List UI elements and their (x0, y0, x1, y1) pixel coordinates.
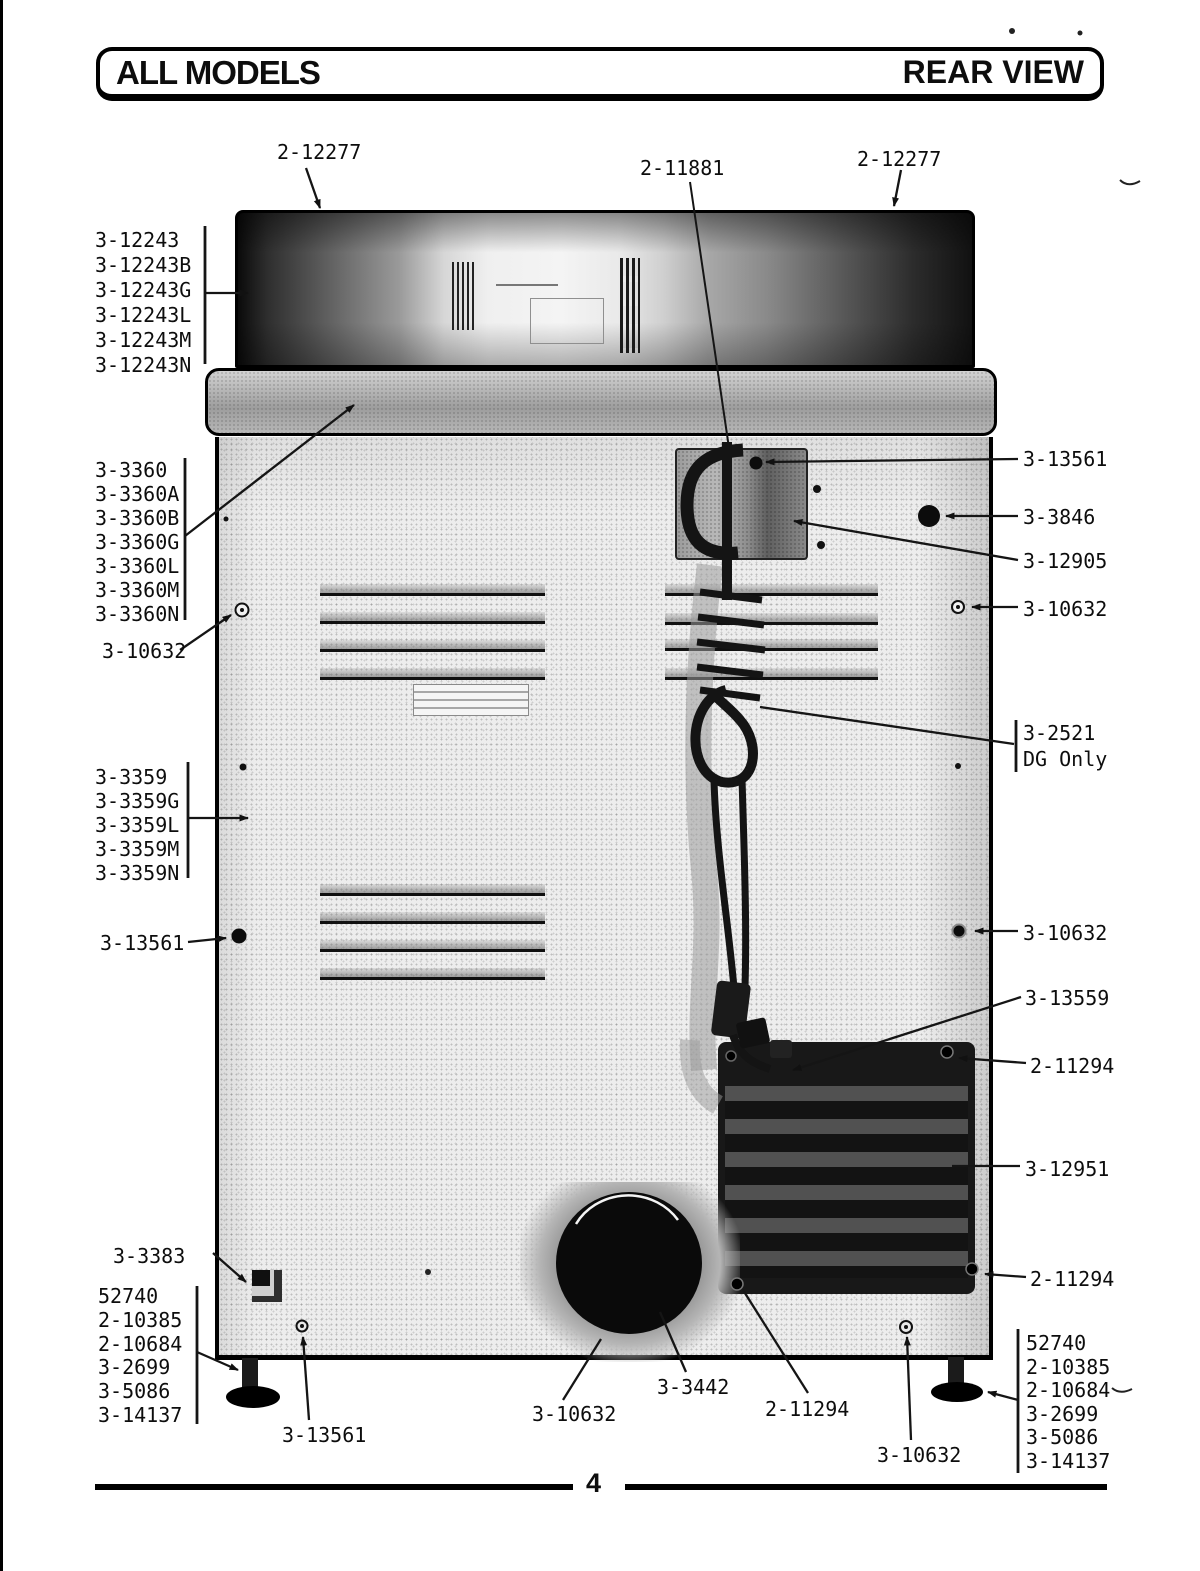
rear-top-cover (205, 368, 997, 436)
vent-louver (320, 612, 545, 624)
footer-rule-left (95, 1484, 573, 1490)
callout-bottom-center-screw: 3-10632 (532, 1402, 617, 1426)
page-title-right: REAR VIEW (902, 54, 1084, 90)
vent-louver (320, 884, 545, 896)
callout-cord-clamp-screw: 3-13561 (1023, 447, 1108, 471)
callout-gas-part: 3-2521 (1023, 721, 1096, 745)
callout-mid-left-screw: 3-13561 (100, 931, 185, 955)
callout-rear-panel-list: 3-3359 3-3359G 3-3359L 3-3359M 3-3359N (95, 765, 180, 885)
console-schematic-line (496, 284, 558, 286)
console-rear (235, 210, 975, 368)
callout-bottom-right-screw: 3-10632 (877, 1443, 962, 1467)
callout-heater-screw-bottom: 2-11294 (1030, 1267, 1115, 1291)
model-plate (413, 684, 529, 716)
terminal-block-part (252, 1270, 282, 1302)
console-schematic-box (530, 298, 604, 344)
scan-marks (1112, 180, 1140, 1392)
console-wiring-label (452, 262, 474, 330)
vent-louver (665, 639, 878, 651)
vent-louver (320, 940, 545, 952)
vent-louver (665, 613, 878, 625)
page-number: 4 (586, 1468, 602, 1498)
callout-cord-bracket: 3-12905 (1023, 549, 1108, 573)
callout-right-leg-list: 52740 2-10385 2-10684 3-2699 3-5086 3-14137 (1026, 1331, 1111, 1473)
callout-heater-screw-top: 2-11294 (1030, 1054, 1115, 1078)
scan-edge-artifact (0, 0, 3, 1571)
console-spec-label (620, 258, 640, 353)
callout-mid-right-screw: 3-10632 (1023, 921, 1108, 945)
vent-louver (320, 584, 545, 596)
callout-terminal-block: 3-3383 (113, 1244, 186, 1268)
vent-louver (665, 584, 878, 596)
callout-upper-left-screw: 3-10632 (102, 639, 187, 663)
leveling-foot-left (226, 1386, 280, 1408)
callout-heater-cover: 3-12951 (1025, 1157, 1110, 1181)
callout-gas-part-note: DG Only (1023, 747, 1108, 771)
vent-louver (320, 968, 545, 980)
vent-louver (320, 668, 545, 680)
callout-top-right-screw: 2-12277 (857, 147, 942, 171)
footer-rule-right (625, 1484, 1107, 1490)
callout-top-left-screw: 2-12277 (277, 140, 362, 164)
leveling-foot-right (931, 1382, 983, 1402)
callout-left-leg-list: 52740 2-10385 2-10684 3-2699 3-5086 3-14137 (98, 1284, 183, 1427)
cord-bracket-plate (675, 448, 808, 560)
callout-power-cord: 2-11881 (640, 156, 725, 180)
page-header (96, 47, 1104, 101)
callout-hole-plug: 3-3846 (1023, 505, 1096, 529)
callout-heater-mount-screw: 2-11294 (765, 1397, 850, 1421)
callout-exhaust-outlet: 3-3442 (657, 1375, 730, 1399)
exhaust-outlet-hole (556, 1192, 702, 1334)
vent-louver (320, 640, 545, 652)
page-title-left: ALL MODELS (116, 53, 320, 91)
callout-top-cover-list: 3-3360 3-3360A 3-3360B 3-3360G 3-3360L 3-3360M 3-3360N (95, 458, 180, 626)
callout-bottom-left-screw: 3-13561 (282, 1423, 367, 1447)
callout-cord-clip: 3-13559 (1025, 986, 1110, 1010)
callout-upper-right-screw: 3-10632 (1023, 597, 1108, 621)
heater-access-cover (718, 1042, 975, 1294)
vent-louver (320, 912, 545, 924)
heater-cover-louvers (725, 1086, 968, 1278)
vent-louver (665, 668, 878, 680)
callout-console-list: 3-12243 3-12243B 3-12243G 3-12243L 3-12243M 3-12243N (95, 228, 192, 377)
